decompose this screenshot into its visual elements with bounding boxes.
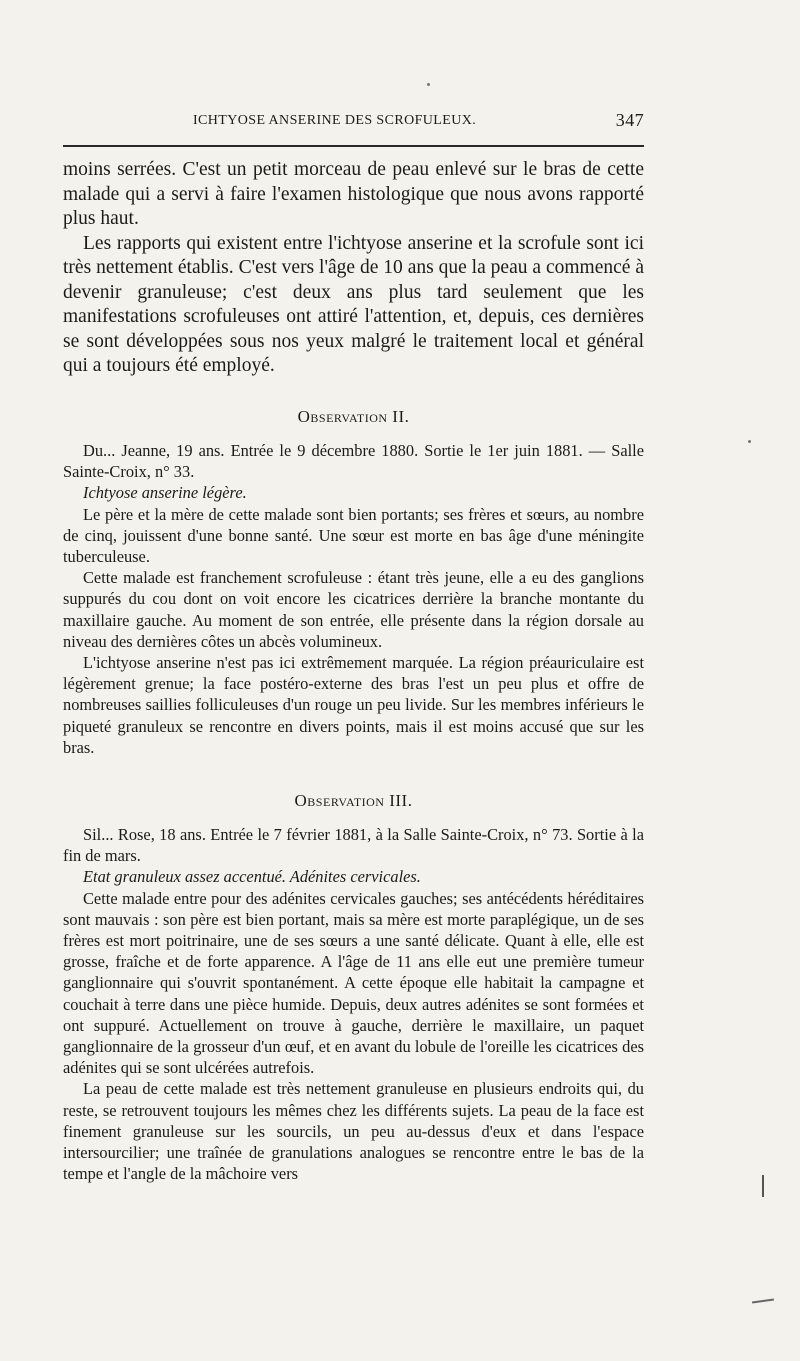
observation-2-heading: Observation II. (297, 407, 410, 426)
diagnosis-line: Ichtyose anserine légère. (83, 483, 247, 503)
body-paragraph: Le père et la mère de cette malade sont bien portants; ses frères et sœurs, au nombre de cinq, jouissent d'une bonne santé. Une sœur est morte en bas âge d'une méningite tuberculeuse. (63, 504, 644, 567)
intro-paragraph: Les rapports qui existent entre l'ichtyose anserine et la scrofule sont ici très nettement établis. C'est vers l'âge de 10 ans que la peau a commencé à devenir granuleuse; c'est deux ans plus tard seulement que les manifestations scrofuleuses ont attiré l'attention, et, depuis, ces dernières se sont développées sous nos yeux malgré le traitement local et général qui a toujours été employé. (63, 232, 644, 376)
body-paragraph: Cette malade est franchement scrofuleuse : étant très jeune, elle a eu des ganglions suppurés du cou dont on voit encore les cicatrices derrière la branche montante du maxillaire gauche. Au moment de son entrée, elle présente dans la région dorsale au niveau des dernières côtes un abcès volumineux. (63, 568, 644, 651)
observation-2-body (63, 440, 644, 758)
scan-speck (427, 83, 430, 86)
page-number: 347 (615, 110, 644, 130)
scan-mark (752, 1298, 774, 1303)
intro-text (63, 158, 644, 379)
observation-3-heading: Observation III. (294, 791, 413, 810)
body-paragraph: Cette malade entre pour des adénites cervicales gauches; ses antécédents héréditaires sont mauvais : son père est bien portant, mais sa mère est morte paraplégique, un de ses frères est mort poitrinaire, une de ses sœurs a une santé délicate. Quant à elle, elle est grosse, fraîche et de forte apparence. A l'âge de 11 ans elle eut une première tumeur ganglionnaire qui s'ouvrit spontanément. A cette époque elle habitait la campagne et couchait à terre dans une pièce humide. Depuis, deux autres adénites se sont formées et ont suppuré. Actuellement on trouve à gauche, derrière le maxillaire, un paquet ganglionnaire de la grosseur d'un œuf, et en avant du lobule de l'oreille les cicatrices des adénites qui se sont ulcérées autrefois. (63, 888, 644, 1078)
running-title: ICHTYOSE ANSERINE DES SCROFULEUX. (193, 113, 477, 128)
diagnosis-line: Etat granuleux assez accentué. Adénites cervicales. (83, 867, 421, 887)
scan-mark (762, 1175, 764, 1197)
scan-speck (748, 440, 751, 443)
patient-line: Sil... Rose, 18 ans. Entrée le 7 février 1881, à la Salle Sainte-Croix, n° 73. Sortie à la fin de mars. (63, 825, 644, 866)
patient-line: Du... Jeanne, 19 ans. Entrée le 9 décembre 1880. Sortie le 1er juin 1881. — Salle Sainte-Croix, n° 33. (63, 441, 644, 482)
body-paragraph: La peau de cette malade est très nettement granuleuse en plusieurs endroits qui, du reste, se retrouvent toujours les mêmes chez les différents sujets. La peau de la face est finement granuleuse sur les sourcils, un peu au-dessus d'eux et dans l'espace intersourcilier; une traînée de granulations analogues se rencontre entre le bas de la tempe et l'angle de la mâchoire vers (63, 1079, 644, 1184)
body-paragraph: L'ichtyose anserine n'est pas ici extrêmement marquée. La région préauriculaire est légèrement grenue; la face postéro-externe des bras l'est un peu plus et offre de nombreuses saillies folliculeuses d'un rouge un peu livide. Sur les membres inférieurs le piqueté granuleux se rencontre en divers points, mais il est moins accusé que sur les bras. (63, 653, 644, 757)
observation-3-body (63, 824, 644, 1184)
header-rule (63, 145, 644, 147)
intro-paragraph: moins serrées. C'est un petit morceau de peau enlevé sur le bras de cette malade qui a servi à faire l'examen histologique que nous avons rapporté plus haut. (63, 159, 644, 229)
